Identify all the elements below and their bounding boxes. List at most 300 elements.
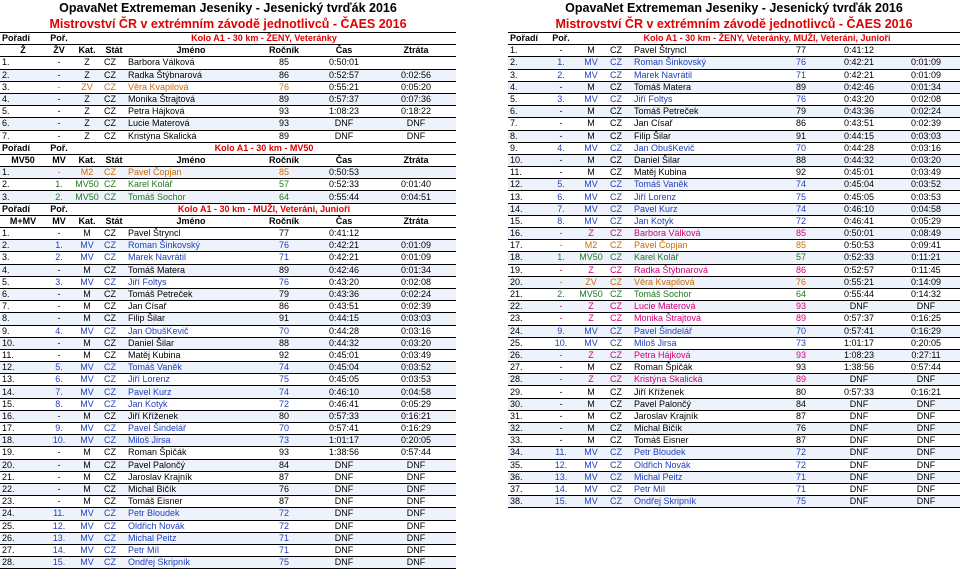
table-row xyxy=(0,557,456,569)
name-cell: Pavel Štryncl xyxy=(632,45,776,57)
name-cell: Tomáš Vaněk xyxy=(126,362,256,374)
country-cell: CZ xyxy=(102,471,126,483)
header-cell: Pořadí xyxy=(508,33,548,45)
right-subtitle: Mistrovství ČR v extrémním závodě jednotlivců - ČAES 2016 xyxy=(508,16,960,33)
time-cell: 0:55:44 xyxy=(826,288,892,300)
name-cell: Roman Špičák xyxy=(126,447,256,459)
loss-cell: DNF xyxy=(892,459,960,471)
name-cell: Petr Míl xyxy=(126,544,256,556)
year-cell: 71 xyxy=(776,471,826,483)
rank-cell: 33. xyxy=(508,435,548,447)
column-header: Ztráta xyxy=(376,215,456,227)
year-cell: 80 xyxy=(256,410,312,422)
loss-cell: 0:20:05 xyxy=(892,337,960,349)
table-row xyxy=(508,203,960,215)
loss-cell: DNF xyxy=(376,557,456,569)
year-cell: 89 xyxy=(776,374,826,386)
category-cell: M xyxy=(574,435,608,447)
header-cell: Poř. xyxy=(46,203,72,215)
loss-cell: 0:01:40 xyxy=(376,179,456,191)
loss-cell: 0:11:21 xyxy=(892,252,960,264)
name-cell: Jiří Kříženek xyxy=(126,410,256,422)
country-cell: CZ xyxy=(102,374,126,386)
loss-cell: DNF xyxy=(892,301,960,313)
category-cell: MV xyxy=(574,459,608,471)
country-cell: CZ xyxy=(102,483,126,495)
year-cell: 70 xyxy=(256,423,312,435)
rank-cell: 7. xyxy=(0,301,46,313)
category-rank-cell: - xyxy=(548,118,574,130)
loss-cell: 0:03:20 xyxy=(892,154,960,166)
table-row xyxy=(0,349,456,361)
country-cell: CZ xyxy=(608,240,632,252)
table-row xyxy=(0,130,456,142)
year-cell: 71 xyxy=(256,252,312,264)
year-cell: 85 xyxy=(256,167,312,179)
loss-cell: 0:01:34 xyxy=(892,81,960,93)
loss-cell: DNF xyxy=(892,410,960,422)
year-cell: 72 xyxy=(256,508,312,520)
time-cell: 0:45:05 xyxy=(312,374,376,386)
category-rank-cell: - xyxy=(46,483,72,495)
country-cell: CZ xyxy=(102,362,126,374)
rank-cell: 37. xyxy=(508,483,548,495)
category-rank-cell: 8. xyxy=(46,398,72,410)
category-cell: M xyxy=(72,483,102,495)
table-row xyxy=(0,325,456,337)
country-cell: CZ xyxy=(102,191,126,203)
loss-cell: 0:03:49 xyxy=(376,349,456,361)
loss-cell: 0:03:16 xyxy=(892,142,960,154)
loss-cell: DNF xyxy=(376,130,456,142)
country-cell: CZ xyxy=(608,69,632,81)
name-cell: Filip Šilar xyxy=(632,130,776,142)
category-cell: Z xyxy=(574,228,608,240)
year-cell: 74 xyxy=(256,386,312,398)
country-cell: CZ xyxy=(608,483,632,495)
category-rank-cell: 12. xyxy=(46,520,72,532)
category-cell: MV xyxy=(574,57,608,69)
rank-cell: 3. xyxy=(0,252,46,264)
header-cell: Poř. xyxy=(46,33,72,45)
name-cell: Jan Kotyk xyxy=(632,215,776,227)
rank-cell: 25. xyxy=(508,337,548,349)
time-cell: 0:42:21 xyxy=(312,252,376,264)
category-cell: MV xyxy=(72,240,102,252)
category-cell: MV xyxy=(72,362,102,374)
loss-cell: 0:57:44 xyxy=(892,362,960,374)
category-cell: M xyxy=(574,154,608,166)
year-cell: 57 xyxy=(776,252,826,264)
category-rank-cell: - xyxy=(46,410,72,422)
time-cell: 0:42:21 xyxy=(312,240,376,252)
name-cell: Věra Kvapilová xyxy=(126,81,256,93)
table-row xyxy=(508,483,960,495)
rank-cell: 9. xyxy=(0,325,46,337)
column-header: Jméno xyxy=(126,215,256,227)
country-cell: CZ xyxy=(102,228,126,240)
loss-cell: DNF xyxy=(892,398,960,410)
category-cell: MV xyxy=(72,544,102,556)
column-header: MV50 xyxy=(0,154,46,166)
year-cell: 72 xyxy=(776,447,826,459)
name-cell: Tomáš Petreček xyxy=(126,288,256,300)
category-cell: MV xyxy=(72,398,102,410)
country-cell: CZ xyxy=(608,179,632,191)
table-row xyxy=(0,81,456,93)
name-cell: Roman Šinkovský xyxy=(632,57,776,69)
time-cell: 0:42:46 xyxy=(826,81,892,93)
rank-cell: 25. xyxy=(0,520,46,532)
year-cell: 74 xyxy=(776,179,826,191)
category-cell: MV xyxy=(574,471,608,483)
header-cell: Poř. xyxy=(548,33,574,45)
category-cell: ZV xyxy=(574,276,608,288)
year-cell: 93 xyxy=(776,362,826,374)
category-rank-cell: - xyxy=(548,386,574,398)
column-header: Ztráta xyxy=(376,154,456,166)
name-cell: Jan ObušKevič xyxy=(126,325,256,337)
table-row xyxy=(0,544,456,556)
column-header-row xyxy=(0,215,456,227)
year-cell: 92 xyxy=(776,167,826,179)
time-cell: DNF xyxy=(312,118,376,130)
time-cell: 0:50:01 xyxy=(826,228,892,240)
rank-cell: 2. xyxy=(0,179,46,191)
time-cell: 0:50:01 xyxy=(312,57,376,69)
country-cell: CZ xyxy=(608,118,632,130)
year-cell: 76 xyxy=(776,93,826,105)
column-header: Kat. xyxy=(72,215,102,227)
category-rank-cell: 8. xyxy=(548,215,574,227)
rank-cell: 1. xyxy=(0,167,46,179)
name-cell: Tomáš Eisner xyxy=(632,435,776,447)
year-cell: 86 xyxy=(776,118,826,130)
rank-cell: 1. xyxy=(508,45,548,57)
year-cell: 89 xyxy=(256,264,312,276)
year-cell: 79 xyxy=(256,288,312,300)
country-cell: CZ xyxy=(608,106,632,118)
section-header xyxy=(0,203,456,215)
rank-cell: 29. xyxy=(508,386,548,398)
year-cell: 86 xyxy=(256,69,312,81)
name-cell: Pavel Palončý xyxy=(126,459,256,471)
name-cell: Tomáš Petreček xyxy=(632,106,776,118)
time-cell: 0:52:33 xyxy=(312,179,376,191)
right-results-table xyxy=(508,33,960,508)
time-cell: 0:57:33 xyxy=(826,386,892,398)
time-cell: DNF xyxy=(826,483,892,495)
country-cell: CZ xyxy=(608,276,632,288)
year-cell: 93 xyxy=(256,447,312,459)
loss-cell: 0:04:58 xyxy=(376,386,456,398)
time-cell: 0:44:32 xyxy=(826,154,892,166)
time-cell: 0:55:44 xyxy=(312,191,376,203)
loss-cell: 0:07:36 xyxy=(376,93,456,105)
category-rank-cell: 10. xyxy=(548,337,574,349)
year-cell: 75 xyxy=(256,557,312,569)
rank-cell: 23. xyxy=(508,313,548,325)
country-cell: CZ xyxy=(608,93,632,105)
year-cell: 71 xyxy=(776,69,826,81)
category-cell: M xyxy=(72,459,102,471)
category-rank-cell: 2. xyxy=(548,288,574,300)
time-cell: 0:43:36 xyxy=(312,288,376,300)
loss-cell: 0:02:24 xyxy=(892,106,960,118)
table-row xyxy=(0,167,456,179)
time-cell: 0:45:04 xyxy=(826,179,892,191)
rank-cell: 10. xyxy=(0,337,46,349)
category-rank-cell: - xyxy=(548,423,574,435)
time-cell: 0:42:21 xyxy=(826,57,892,69)
country-cell: CZ xyxy=(102,118,126,130)
category-cell: MV xyxy=(574,337,608,349)
rank-cell: 18. xyxy=(0,435,46,447)
year-cell: 93 xyxy=(776,349,826,361)
category-rank-cell: - xyxy=(548,301,574,313)
country-cell: CZ xyxy=(608,167,632,179)
year-cell: 75 xyxy=(256,374,312,386)
table-row xyxy=(508,301,960,313)
time-cell: 0:45:01 xyxy=(826,167,892,179)
rank-cell: 2. xyxy=(0,240,46,252)
name-cell: Roman Šinkovský xyxy=(126,240,256,252)
right-title: OpavaNet Extrememan Jeseniky - Jesenický tvrďák 2016 xyxy=(565,1,903,15)
table-row xyxy=(0,264,456,276)
country-cell: CZ xyxy=(102,386,126,398)
year-cell: 74 xyxy=(256,362,312,374)
country-cell: CZ xyxy=(608,337,632,349)
loss-cell: 0:01:34 xyxy=(376,264,456,276)
table-row xyxy=(0,191,456,203)
category-cell: MV xyxy=(574,325,608,337)
country-cell: CZ xyxy=(608,398,632,410)
table-row xyxy=(508,374,960,386)
category-rank-cell: 3. xyxy=(46,276,72,288)
country-cell: CZ xyxy=(608,435,632,447)
year-cell: 76 xyxy=(256,276,312,288)
table-row xyxy=(508,447,960,459)
table-row xyxy=(508,142,960,154)
category-rank-cell: - xyxy=(548,45,574,57)
table-row xyxy=(0,508,456,520)
category-cell: MV50 xyxy=(72,179,102,191)
year-cell: 70 xyxy=(256,325,312,337)
section-header xyxy=(0,33,456,45)
table-row xyxy=(0,301,456,313)
name-cell: Radka Štýbnarová xyxy=(126,69,256,81)
category-rank-cell: - xyxy=(46,288,72,300)
section-title: Kolo A1 - 30 km - MUŽI, Veteráni, Junioři xyxy=(72,203,456,215)
name-cell: Monika Štrajtová xyxy=(632,313,776,325)
table-row xyxy=(508,362,960,374)
time-cell: 0:41:12 xyxy=(826,45,892,57)
name-cell: Radka Štýbnarová xyxy=(632,264,776,276)
time-cell: 0:57:33 xyxy=(312,410,376,422)
country-cell: CZ xyxy=(102,508,126,520)
country-cell: CZ xyxy=(102,301,126,313)
table-row xyxy=(508,118,960,130)
year-cell: 93 xyxy=(256,106,312,118)
header-cell: Pořadí xyxy=(0,142,46,154)
category-cell: MV xyxy=(574,483,608,495)
category-cell: MV xyxy=(72,374,102,386)
rank-cell: 23. xyxy=(0,496,46,508)
rank-cell: 24. xyxy=(508,325,548,337)
name-cell: Jan Císař xyxy=(632,118,776,130)
year-cell: 91 xyxy=(256,313,312,325)
name-cell: Pavel Čopjan xyxy=(632,240,776,252)
category-rank-cell: - xyxy=(548,313,574,325)
time-cell: 0:42:46 xyxy=(312,264,376,276)
time-cell: DNF xyxy=(826,471,892,483)
loss-cell: DNF xyxy=(376,508,456,520)
table-row xyxy=(508,106,960,118)
category-rank-cell: - xyxy=(548,106,574,118)
time-cell: 0:57:37 xyxy=(826,313,892,325)
country-cell: CZ xyxy=(102,398,126,410)
year-cell: 64 xyxy=(256,191,312,203)
country-cell: CZ xyxy=(102,276,126,288)
rank-cell: 2. xyxy=(508,57,548,69)
rank-cell: 17. xyxy=(508,240,548,252)
rank-cell: 13. xyxy=(508,191,548,203)
time-cell: 0:52:57 xyxy=(312,69,376,81)
table-row xyxy=(0,106,456,118)
year-cell: 87 xyxy=(256,496,312,508)
name-cell: Pavel Kurz xyxy=(126,386,256,398)
column-header-row xyxy=(0,154,456,166)
year-cell: 84 xyxy=(256,459,312,471)
category-rank-cell: 4. xyxy=(46,325,72,337)
column-header: Jméno xyxy=(126,154,256,166)
loss-cell: DNF xyxy=(892,374,960,386)
country-cell: CZ xyxy=(102,447,126,459)
country-cell: CZ xyxy=(608,154,632,166)
rank-cell: 5. xyxy=(0,106,46,118)
name-cell: Jiří Kříženek xyxy=(632,386,776,398)
column-header: Kat. xyxy=(72,154,102,166)
country-cell: CZ xyxy=(102,349,126,361)
rank-cell: 36. xyxy=(508,471,548,483)
year-cell: 88 xyxy=(256,337,312,349)
header-cell: Pořadí xyxy=(0,33,46,45)
year-cell: 76 xyxy=(256,240,312,252)
loss-cell: 0:16:29 xyxy=(376,423,456,435)
country-cell: CZ xyxy=(608,410,632,422)
country-cell: CZ xyxy=(608,191,632,203)
time-cell: DNF xyxy=(826,374,892,386)
category-rank-cell: - xyxy=(548,130,574,142)
country-cell: CZ xyxy=(608,264,632,276)
rank-cell: 31. xyxy=(508,410,548,422)
table-row xyxy=(0,435,456,447)
column-header: Ž xyxy=(0,45,46,57)
year-cell: 93 xyxy=(256,118,312,130)
category-rank-cell: - xyxy=(548,228,574,240)
category-rank-cell: 1. xyxy=(548,57,574,69)
table-row xyxy=(0,447,456,459)
table-row xyxy=(0,276,456,288)
category-cell: M2 xyxy=(574,240,608,252)
year-cell: 85 xyxy=(256,57,312,69)
rank-cell: 9. xyxy=(508,142,548,154)
loss-cell: DNF xyxy=(892,435,960,447)
column-header: ŽV xyxy=(46,45,72,57)
country-cell: CZ xyxy=(608,459,632,471)
time-cell: 0:42:21 xyxy=(826,69,892,81)
rank-cell: 26. xyxy=(0,532,46,544)
time-cell: 0:50:53 xyxy=(312,167,376,179)
loss-cell: 0:01:09 xyxy=(892,69,960,81)
time-cell: 0:43:20 xyxy=(312,276,376,288)
rank-cell: 10. xyxy=(508,154,548,166)
loss-cell: 0:57:44 xyxy=(376,447,456,459)
time-cell: 0:46:41 xyxy=(312,398,376,410)
category-rank-cell: - xyxy=(46,93,72,105)
name-cell: Daniel Šilar xyxy=(126,337,256,349)
time-cell: 0:50:53 xyxy=(826,240,892,252)
time-cell: 1:01:17 xyxy=(312,435,376,447)
name-cell: Karel Kolář xyxy=(126,179,256,191)
name-cell: Miloš Jirsa xyxy=(632,337,776,349)
category-cell: MV xyxy=(72,252,102,264)
time-cell: DNF xyxy=(312,459,376,471)
category-rank-cell: - xyxy=(46,81,72,93)
country-cell: CZ xyxy=(102,288,126,300)
year-cell: 76 xyxy=(256,483,312,495)
rank-cell: 22. xyxy=(0,483,46,495)
table-row xyxy=(508,228,960,240)
rank-cell: 6. xyxy=(508,106,548,118)
table-row xyxy=(508,349,960,361)
category-rank-cell: - xyxy=(46,349,72,361)
category-rank-cell: 5. xyxy=(46,362,72,374)
loss-cell: 0:03:03 xyxy=(376,313,456,325)
loss-cell: DNF xyxy=(376,496,456,508)
table-row xyxy=(508,252,960,264)
category-rank-cell: 1. xyxy=(548,252,574,264)
rank-cell: 19. xyxy=(508,264,548,276)
column-header: Stát xyxy=(102,45,126,57)
category-rank-cell: - xyxy=(46,459,72,471)
table-row xyxy=(0,288,456,300)
rank-cell: 8. xyxy=(0,313,46,325)
category-rank-cell: - xyxy=(46,337,72,349)
name-cell: Jan ObušKevič xyxy=(632,142,776,154)
category-rank-cell: - xyxy=(46,106,72,118)
rank-cell: 20. xyxy=(0,459,46,471)
time-cell: 0:46:10 xyxy=(312,386,376,398)
table-row xyxy=(0,532,456,544)
name-cell: Tomáš Vaněk xyxy=(632,179,776,191)
category-rank-cell: - xyxy=(46,130,72,142)
category-rank-cell: 9. xyxy=(548,325,574,337)
right-results-panel xyxy=(508,0,960,508)
name-cell: Barbora Válková xyxy=(126,57,256,69)
category-cell: Z xyxy=(72,130,102,142)
time-cell: DNF xyxy=(312,483,376,495)
rank-cell: 3. xyxy=(508,69,548,81)
year-cell: 72 xyxy=(776,459,826,471)
time-cell: DNF xyxy=(826,435,892,447)
table-row xyxy=(508,288,960,300)
category-rank-cell: - xyxy=(46,496,72,508)
category-cell: Z xyxy=(72,106,102,118)
category-cell: MV50 xyxy=(72,191,102,203)
year-cell: 89 xyxy=(256,130,312,142)
year-cell: 92 xyxy=(256,349,312,361)
